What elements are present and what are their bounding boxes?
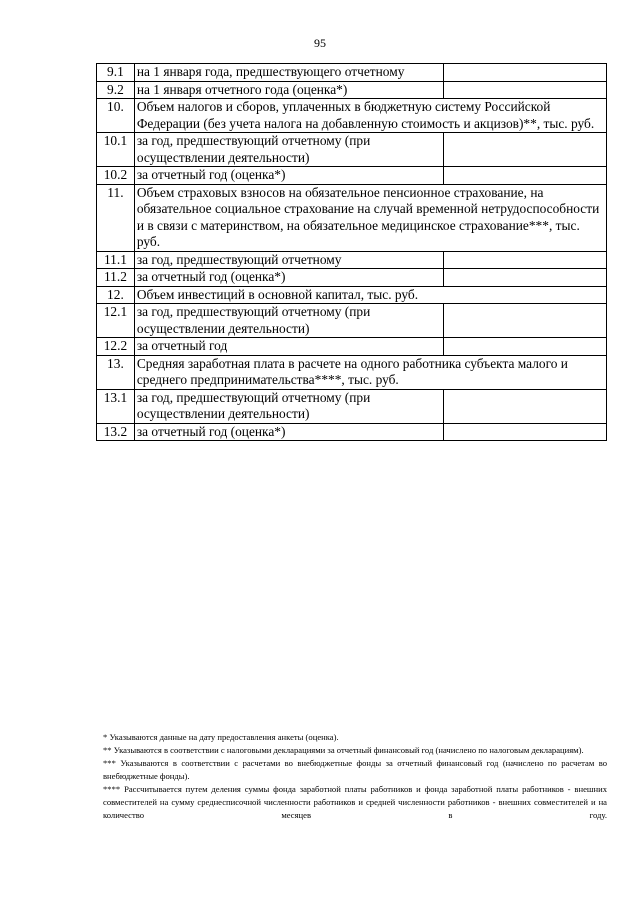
row-number: 12.1	[97, 304, 135, 338]
table-row	[97, 269, 607, 287]
value-cell[interactable]	[444, 423, 607, 441]
row-label: на 1 января отчетного года (оценка*)	[134, 81, 443, 99]
row-label: Объем страховых взносов на обязательное пенсионное страхование, на обязательное социальное страхование на случай временной нетрудоспособности и в связи с материнством, на обязательное медицинское страхование***, тыс. руб.	[134, 184, 606, 251]
table-row	[97, 81, 607, 99]
footnote: **** Рассчитывается путем деления суммы фонда заработной платы работников и фонда заработной платы работников - внешних совместителей на сумму среднесписочной численности работников и средней численности работников - внешних совместителей и на количество месяцев в году.	[103, 784, 607, 820]
row-number: 12.2	[97, 338, 135, 356]
row-number: 10.2	[97, 167, 135, 185]
table-row	[97, 423, 607, 441]
table-row	[97, 133, 607, 167]
row-number: 13.1	[97, 389, 135, 423]
value-cell[interactable]	[444, 304, 607, 338]
row-number: 10.1	[97, 133, 135, 167]
footnotes	[103, 731, 607, 822]
row-number: 10.	[97, 99, 135, 133]
row-number: 11.1	[97, 251, 135, 269]
row-label: за год, предшествующий отчетному (при осуществлении деятельности)	[134, 304, 443, 338]
value-cell[interactable]	[444, 269, 607, 287]
value-cell[interactable]	[444, 133, 607, 167]
row-label: за год, предшествующий отчетному (при осуществлении деятельности)	[134, 133, 443, 167]
row-label: за год, предшествующий отчетному	[134, 251, 443, 269]
row-label: за год, предшествующий отчетному (при осуществлении деятельности)	[134, 389, 443, 423]
table-row	[97, 167, 607, 185]
value-cell[interactable]	[444, 389, 607, 423]
row-label: Средняя заработная плата в расчете на одного работника субъекта малого и среднего предпринимательства****, тыс. руб.	[134, 355, 606, 389]
table-row	[97, 99, 607, 133]
footnote: ** Указываются в соответствии с налоговыми декларациями за отчетный финансовый год (начислено по налоговым декларациям).	[103, 745, 584, 755]
row-number: 12.	[97, 286, 135, 304]
row-label: на 1 января года, предшествующего отчетному	[134, 64, 443, 82]
value-cell[interactable]	[444, 81, 607, 99]
page-number: 95	[314, 36, 326, 50]
row-number: 11.	[97, 184, 135, 251]
table-row	[97, 389, 607, 423]
table-row	[97, 184, 607, 251]
row-number: 13.	[97, 355, 135, 389]
table-row	[97, 251, 607, 269]
table-row	[97, 64, 607, 82]
value-cell[interactable]	[444, 167, 607, 185]
value-cell[interactable]	[444, 338, 607, 356]
value-cell[interactable]	[444, 251, 607, 269]
row-label: Объем налогов и сборов, уплаченных в бюджетную систему Российской Федерации (без учета налога на добавленную стоимость и акцизов)**, тыс. руб.	[134, 99, 606, 133]
row-number: 9.2	[97, 81, 135, 99]
row-number: 11.2	[97, 269, 135, 287]
row-label: за отчетный год (оценка*)	[134, 167, 443, 185]
table-row	[97, 304, 607, 338]
row-number: 9.1	[97, 64, 135, 82]
footnote: *** Указываются в соответствии с расчетами во внебюджетные фонды за отчетный финансовый год (начислено по расчетам во внебюджетные фонды).	[103, 758, 607, 781]
table-row	[97, 338, 607, 356]
questionnaire-table	[96, 63, 607, 441]
row-label: за отчетный год (оценка*)	[134, 423, 443, 441]
row-number: 13.2	[97, 423, 135, 441]
footnote: * Указываются данные на дату предоставления анкеты (оценка).	[103, 732, 339, 742]
row-label: за отчетный год (оценка*)	[134, 269, 443, 287]
table-row	[97, 286, 607, 304]
row-label: за отчетный год	[134, 338, 443, 356]
row-label: Объем инвестиций в основной капитал, тыс. руб.	[134, 286, 606, 304]
table-row	[97, 355, 607, 389]
value-cell[interactable]	[444, 64, 607, 82]
